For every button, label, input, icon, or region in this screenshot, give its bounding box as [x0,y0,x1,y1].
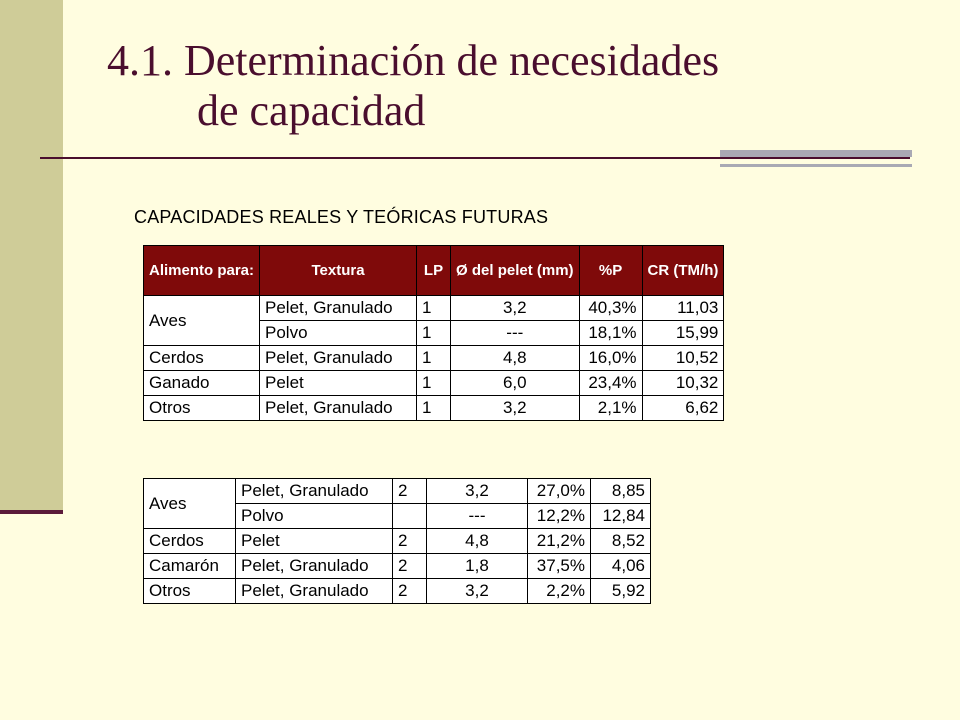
cell-lp: 2 [393,529,427,554]
header-textura: Textura [260,246,417,296]
cell-lp: 1 [417,296,451,321]
cell-cr: 12,84 [591,504,651,529]
cell-alimento: Otros [144,396,260,421]
cell-porcentaje: 21,2% [528,529,591,554]
cell-alimento: Aves [144,296,260,346]
cell-alimento: Cerdos [144,346,260,371]
cell-textura: Pelet [260,371,417,396]
cell-diametro: 1,8 [427,554,528,579]
cell-cr: 8,52 [591,529,651,554]
cell-cr: 15,99 [642,321,724,346]
cell-cr: 10,52 [642,346,724,371]
cell-diametro: --- [451,321,580,346]
cell-diametro: 4,8 [451,346,580,371]
cell-diametro: 3,2 [451,296,580,321]
cell-lp: 1 [417,371,451,396]
cell-lp: 1 [417,396,451,421]
cell-diametro: 4,8 [427,529,528,554]
cell-porcentaje: 2,2% [528,579,591,604]
capacity-table-future [143,478,651,604]
cell-porcentaje: 12,2% [528,504,591,529]
table-row [144,554,651,579]
table-row [144,346,724,371]
cell-porcentaje: 18,1% [579,321,642,346]
capacity-table-current [143,245,724,421]
cell-textura: Pelet [236,529,393,554]
left-decorative-bar [0,0,63,510]
cell-textura: Pelet, Granulado [236,554,393,579]
cell-alimento: Camarón [144,554,236,579]
table-row [144,529,651,554]
cell-alimento: Ganado [144,371,260,396]
cell-diametro: 3,2 [427,479,528,504]
slide-title [107,36,719,136]
cell-lp: 2 [393,579,427,604]
table-caption: CAPACIDADES REALES Y TEÓRICAS FUTURAS [134,207,549,227]
cell-porcentaje: 27,0% [528,479,591,504]
cell-cr: 11,03 [642,296,724,321]
cell-diametro: --- [427,504,528,529]
table-row [144,371,724,396]
cell-textura: Pelet, Granulado [236,579,393,604]
cell-textura: Polvo [260,321,417,346]
header-lp: LP [417,246,451,296]
cell-lp: 2 [393,554,427,579]
table-row [144,396,724,421]
cell-cr: 10,32 [642,371,724,396]
table-row [144,296,724,321]
header-porcentaje: %P [579,246,642,296]
cell-porcentaje: 16,0% [579,346,642,371]
cell-cr: 5,92 [591,579,651,604]
header-cr: CR (TM/h) [642,246,724,296]
cell-lp: 1 [417,346,451,371]
cell-alimento: Otros [144,579,236,604]
cell-cr: 6,62 [642,396,724,421]
cell-textura: Polvo [236,504,393,529]
cell-diametro: 3,2 [427,579,528,604]
cell-porcentaje: 2,1% [579,396,642,421]
cell-textura: Pelet, Granulado [260,396,417,421]
slide-title-line-2: de capacidad [197,86,426,135]
left-bar-underline [0,510,63,514]
header-alimento: Alimento para: [144,246,260,296]
cell-textura: Pelet, Granulado [236,479,393,504]
cell-cr: 8,85 [591,479,651,504]
slide-title-line-1: 4.1. Determinación de necesidades [107,36,720,85]
cell-lp [393,504,427,529]
table-row [144,579,651,604]
cell-porcentaje: 40,3% [579,296,642,321]
header-diametro: Ø del pelet (mm) [451,246,580,296]
cell-porcentaje: 23,4% [579,371,642,396]
cell-lp: 1 [417,321,451,346]
cell-cr: 4,06 [591,554,651,579]
cell-porcentaje: 37,5% [528,554,591,579]
cell-diametro: 3,2 [451,396,580,421]
cell-textura: Pelet, Granulado [260,346,417,371]
cell-lp: 2 [393,479,427,504]
cell-alimento: Cerdos [144,529,236,554]
cell-diametro: 6,0 [451,371,580,396]
cell-alimento: Aves [144,479,236,529]
title-rule-accent [720,150,912,167]
table-header-row [144,246,724,296]
table-row [144,479,651,504]
cell-textura: Pelet, Granulado [260,296,417,321]
